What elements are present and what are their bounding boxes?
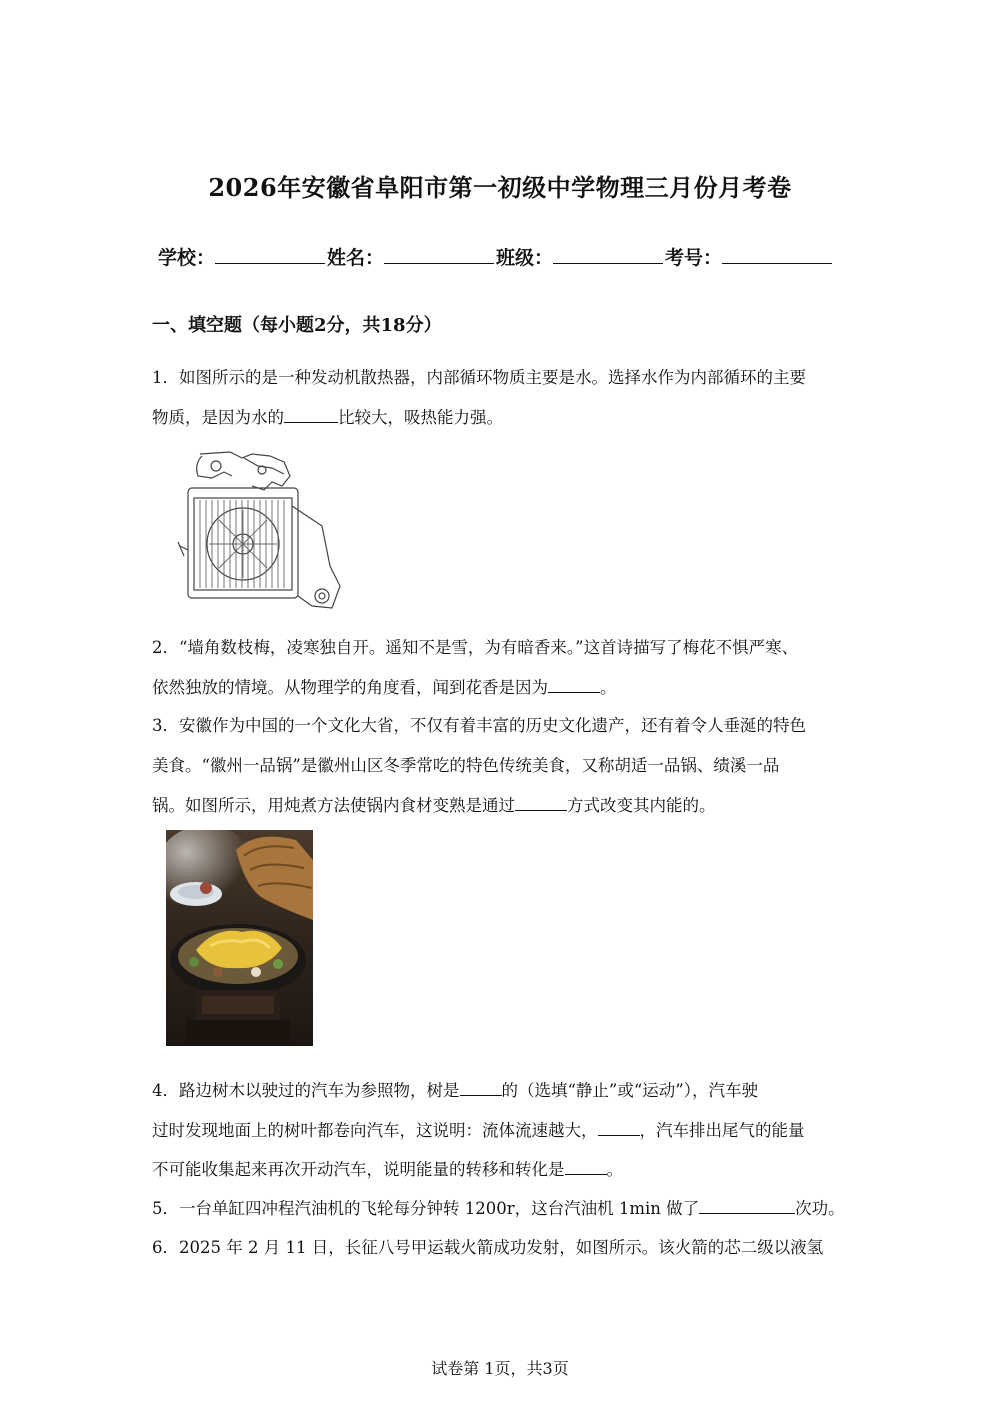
question-3-line-2: 美食。“徽州一品锅”是徽州山区冬季常吃的特色传统美食，又称胡适一品锅、绩溪一品 — [152, 756, 780, 775]
q4-text-a: 4．路边树木以驶过的汽车为参照物，树是 — [152, 1081, 460, 1100]
question-4-line-2 — [152, 1121, 805, 1141]
q4-text-e: 不可能收集起来再次开动汽车，说明能量的转移和转化是 — [152, 1160, 565, 1179]
class-label: 班级： — [496, 247, 554, 269]
q4-text-b: 的（选填“静止”或“运动”），汽车驶 — [501, 1081, 758, 1100]
question-5-line-1 — [152, 1199, 845, 1219]
number-blank[interactable] — [722, 245, 832, 264]
answer-blank-q2[interactable] — [548, 678, 600, 693]
question-4-line-1 — [152, 1081, 758, 1101]
question-3-line-3 — [152, 796, 716, 816]
question-2-line-2 — [152, 678, 617, 698]
q5-text-a: 5．一台单缸四冲程汽油机的飞轮每分钟转 1200r，这台汽油机 1min 做了 — [152, 1199, 700, 1218]
radiator-illustration — [172, 446, 342, 614]
q4-text-d: ，汽车排出尾气的能量 — [639, 1121, 805, 1140]
question-3-line-1: 3．安徽作为中国的一个文化大省，不仅有着丰富的历史文化遗产，还有着令人垂涎的特色 — [152, 716, 806, 735]
page-footer: 试卷第 1页，共3页 — [431, 1359, 569, 1378]
number-label: 考号： — [665, 247, 723, 269]
answer-blank-q1[interactable] — [284, 408, 338, 423]
q4-text-c: 过时发现地面上的树叶都卷向汽车，这说明：流体流速越大， — [152, 1121, 598, 1140]
q1-text-a: 物质，是因为水的 — [152, 408, 284, 427]
q3-text-a: 锅。如图所示，用炖煮方法使锅内食材变熟是通过 — [152, 796, 515, 815]
q1-text-b: 比较大，吸热能力强。 — [338, 408, 503, 427]
q2-text-a: 依然独放的情境。从物理学的角度看，闻到花香是因为 — [152, 678, 548, 697]
hotpot-photo — [166, 830, 313, 1046]
question-6-line-1: 6．2025 年 2 月 11 日，长征八号甲运载火箭成功发射，如图所示。该火箭的芯二级以液氢 — [152, 1238, 824, 1257]
question-4-line-3 — [152, 1160, 623, 1180]
q3-text-b: 方式改变其内能的。 — [567, 796, 716, 815]
q5-text-b: 次功。 — [795, 1199, 845, 1218]
answer-blank-q4-3[interactable] — [565, 1160, 607, 1175]
page-title: 2026年安徽省阜阳市第一初级中学物理三月份月考卷 — [208, 173, 792, 202]
name-label: 姓名： — [327, 247, 385, 269]
section-heading: 一、填空题（每小题2分，共18分） — [152, 315, 442, 336]
answer-blank-q4-1[interactable] — [460, 1081, 502, 1096]
answer-blank-q3[interactable] — [515, 796, 567, 811]
q4-text-f: 。 — [606, 1160, 623, 1179]
question-2-line-1: 2．“墙角数枝梅，凌寒独自开。遥知不是雪，为有暗香来。”这首诗描写了梅花不惧严寒、 — [152, 638, 799, 657]
school-label: 学校： — [158, 247, 216, 269]
class-blank[interactable] — [553, 245, 663, 264]
school-blank[interactable] — [215, 245, 325, 264]
q2-text-b: 。 — [600, 678, 617, 697]
question-1-line-1: 1．如图所示的是一种发动机散热器，内部循环物质主要是水。选择水作为内部循环的主要 — [152, 368, 806, 387]
answer-blank-q4-2[interactable] — [598, 1121, 640, 1136]
question-1-line-2 — [152, 408, 503, 428]
name-blank[interactable] — [384, 245, 494, 264]
answer-blank-q5[interactable] — [699, 1199, 795, 1214]
student-info-row — [158, 243, 834, 270]
